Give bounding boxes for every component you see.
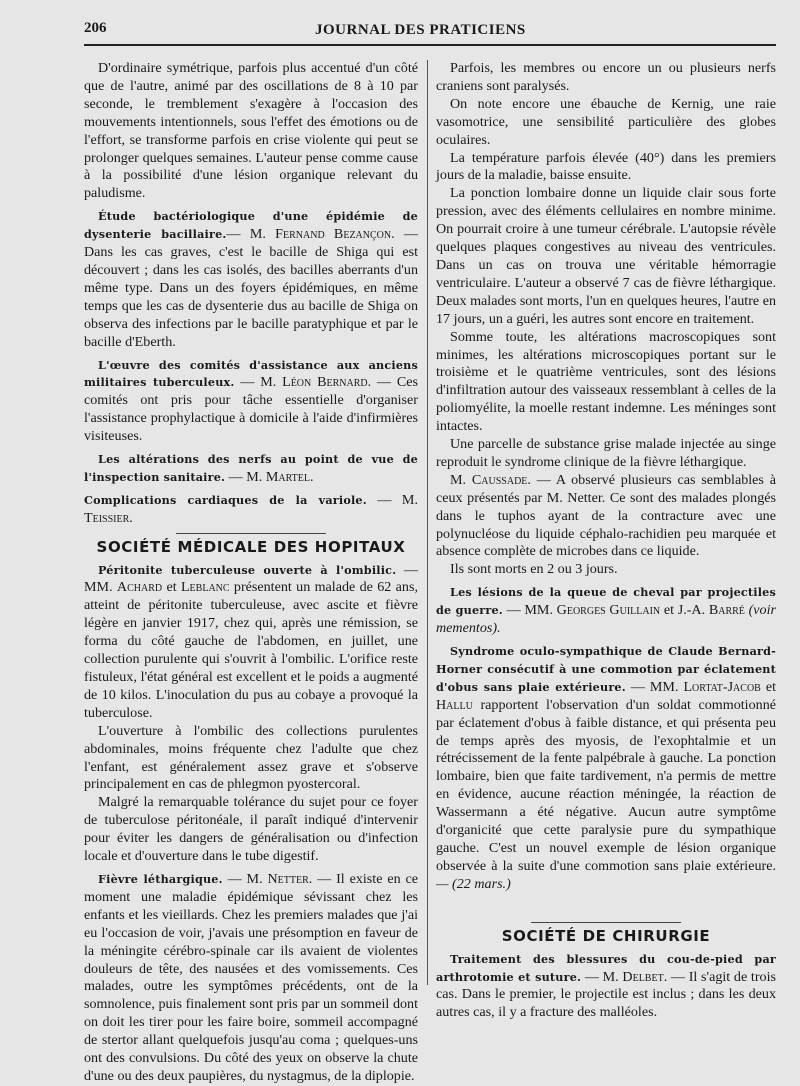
author-conj: et [660, 602, 678, 619]
running-title: JOURNAL DES PRATICIENS [315, 22, 526, 38]
article-title: L'œuvre des comités d'assistance aux anciens militaires tuberculeux. [84, 357, 418, 390]
author-prefix: — MM. [502, 602, 557, 619]
article-comites [84, 357, 418, 447]
article-text: — A observé plusieurs cas semblables à ceux présentés par M. Netter. Ce sont des malades plongés dans le tuphos ayant de la contracture avec une polynucléose du liquide céphalo-rachidien peu marquée et absence complète de microbes dans ce liquide. [436, 471, 776, 560]
fievre-continued-1: Parfois, les membres ou encore un ou plusieurs nerfs craniens sont paralysés. [436, 60, 776, 94]
article-title: Syndrome oculo-sympathique de Claude Bernard-Horner consécutif à une commotion par éclatement d'obus sans plaie extérieure. [436, 644, 776, 694]
author-name: Martel. [265, 468, 314, 485]
article-title: Traitement des blessures du cou-de-pied par arthrotomie et suture. [436, 951, 776, 984]
article-title: Péritonite tuberculeuse ouverte à l'ombilic. [98, 562, 397, 577]
article-title: Complications cardiaques de la variole. [84, 492, 367, 507]
peritonite-paragraph-2: L'ouverture à l'ombilic des collections purulentes abdominales, moins fréquente chez l'adulte que chez l'enfant, est généralement assez grave et s'observe principalement en cas de phlegmon pyostercoral. [84, 722, 418, 793]
author-prefix: — M. [234, 374, 283, 391]
author-name: Leblanc [180, 579, 230, 596]
peritonite-paragraph-3: Malgré la remarquable tolérance du sujet pour ce foyer de tuberculose péritonéale, il paraît indiqué d'intervenir pour éviter les dangers de généralisation ou d'infection locale et d'ouverture dans le tube digestif. [84, 794, 418, 865]
right-column [436, 60, 776, 1022]
article-text: présentent un malade de 62 ans, atteint de péritonite tuberculeuse, avec ascite et fièvre légère en janvier 1917, chez qui, après une rémission, se forma du côté gauche de l'abdomen, en juillet, une collection purulente qui s'ouvrit à l'ombilic. L'orifice reste fistuleux, l'état général est excellent et le poids a augmenté de 10 kilos. L'inoculation du pus au cobaye a provoqué la tuberculose. [84, 579, 418, 721]
section-heading-chirurgie: SOCIÉTÉ DE CHIRURGIE [501, 926, 711, 945]
author-name: Caussade. [471, 471, 531, 488]
intro-paragraph: D'ordinaire symétrique, parfois plus accentué d'un côté que de l'autre, animé par des oscillations de 8 à 10 par seconde, le tremblement s'exagère à l'occasion des mouvements intentionnels, sous l'effet des émotions ou de l'effort, se transforme parfois en crise violente qui peut se prolonger quelques semaines. L'auteur pense comme cause à la possibilité d'une lésion organique relevant du paludisme. [84, 60, 418, 202]
author-name: Teissier. [84, 509, 133, 526]
article-dysenterie [84, 208, 418, 351]
author-prefix: — MM. [625, 678, 684, 695]
article-cou-de-pied [436, 951, 776, 1023]
article-title: Les lésions de la queue de cheval par projectiles de guerre. [436, 585, 776, 618]
author-name: Achard [116, 579, 163, 596]
article-cheval [436, 584, 776, 638]
author-conj: et [760, 678, 776, 695]
article-horner [436, 643, 776, 894]
fievre-continued-2: On note encore une ébauche de Kernig, une raie vasomotrice, une sensibilité particulière des globes oculaires. [436, 95, 776, 148]
author-prefix: — M. [222, 870, 268, 887]
author-prefix: — M. [225, 468, 266, 485]
fievre-continued-3: La température parfois élevée (40°) dans les premiers jours de la maladie, baisse ensuite. [436, 149, 776, 184]
author-name: Hallu [436, 696, 473, 713]
section-heading-medicale: SOCIÉTÉ MÉDICALE DES HOPITAUX [96, 537, 406, 556]
author-name: Fernand Bezançon. [275, 226, 395, 243]
author-name: Netter. [267, 870, 313, 887]
author-prefix: — M. [581, 968, 623, 985]
fievre-continued-6: Une parcelle de substance grise malade injectée au singe reproduit le syndrome clinique de la fièvre léthargique. [436, 436, 776, 470]
author-prefix: — M. [366, 491, 418, 508]
fievre-continued-4: La ponction lombaire donne un liquide clair sous forte pression, avec des éléments cellulaires en nombre minime. On pourrait croire à une tumeur cérébrale. L'autopsie révèle quelques plaques congestives au niveau des ventricules. Dans un cas on trouva une véritable hémorragie ventriculaire. L'auteur a observé 7 cas de fièvre léthargique. Deux malades sont morts, l'un en quelques heures, l'autre en 17 jours, un a guéri, les autres sont encore en traitement. [436, 185, 776, 327]
header-rule [84, 44, 776, 46]
article-text: — Dans les cas graves, c'est le bacille de Shiga qui est découvert ; dans les cas isolés, des bacilles aberrants d'un même type. Dans un des foyers épidémiques, en même temps que les cas de dysenterie dus au bacille de Shiga on observa des infections par le bacille paratyphique et par le bacille d'Eberth. [84, 226, 418, 350]
section-rule [176, 533, 326, 534]
article-nerfs [84, 451, 418, 487]
author-name: Delbet. [622, 968, 668, 985]
article-title: Les altérations des nerfs au point de vue de l'inspection sanitaire. [84, 452, 418, 484]
article-text: rapportent l'observation d'un soldat commotionné par éclatement d'obus à faible distance, et qui présenta peu de temps après des myosis, de l'exophtalmie et un rétrécissement de la fente palpébrale à gauche. La ponction lombaire, bien que faite tardivement, n'a permis de mettre en évidence, aucune réaction méningée, la réaction de Wassermann a été négative. Aucun autre symptôme d'organicité que cette paralysie pure du sympathique gauche. C'est un nouvel exemple de lésion organique observée à la suite d'une commotion sans plaie extérieure. [436, 696, 776, 874]
article-fievre [84, 871, 418, 1086]
article-text: — Ces comités ont pris pour tâche essentielle d'organiser l'assistance prophylactique à domicile à l'aide d'infirmières visiteuses. [84, 374, 418, 445]
article-title: Étude bactériologique d'une épidémie de dysenterie bacillaire. [84, 209, 418, 242]
author-name: J.-A. Barré [677, 602, 745, 619]
article-text: — Il s'agit de trois cas. Dans le premier, le projectile est inclus ; dans les deux autres cas, il y a fracture des malléoles. [436, 968, 776, 1021]
article-title: Fièvre léthargique. [98, 871, 223, 886]
article-peritonite [84, 562, 418, 723]
author-name: Léon Bernard. [282, 374, 372, 391]
caussade-paragraph-2: Ils sont morts en 2 ou 3 jours. [450, 561, 618, 578]
article-note: (voir mementos). [436, 602, 776, 637]
article-variole [84, 492, 418, 528]
author-name: Lortat-Jacob [683, 678, 761, 695]
author-prefix: M. [450, 471, 472, 488]
article-caussade [436, 472, 776, 562]
article-date: — (22 mars.) [436, 875, 511, 892]
page-number: 206 [84, 20, 107, 36]
author-name: Georges Guillain [556, 602, 661, 619]
section-rule [531, 922, 681, 923]
article-text: — Il existe en ce moment une maladie épidémique sévissant chez les enfants et les vieillards. Chez les premiers malades que j'ai eu l'occasion de voir, j'avais une présomption en faveur de la méningite cérébro-spinale car ils avaient de violentes douleurs de tête, des nausées et des vomissements. Ces malades, outre les symptômes précédents, ont de la somnolence, puis finalement sont pris par un sommeil dont on doit les tirer pour les faire boire, sommeil accompagné de stertor allant quelquefois jusqu'au coma ; quelques-uns ont des convulsions. Du côté des yeux on observe la chute d'une ou des deux paupières, du nystagmus, de la diplopie. [84, 870, 418, 1084]
column-rule [427, 60, 428, 985]
left-column [84, 60, 418, 1086]
author-conj: et [162, 579, 181, 596]
author-prefix: — M. [226, 226, 276, 243]
author-prefix: — MM. [84, 561, 418, 596]
fievre-continued-5: Somme toute, les altérations macroscopiques sont minimes, les altérations microscopiques portant sur le troisième et le quatrième ventricules, sont des lésions d'infiltration autour des vaisseaux ressemblant à celles de la poliomyélite, la moelle restant indemne. Les méninges sont intactes. [436, 328, 776, 435]
